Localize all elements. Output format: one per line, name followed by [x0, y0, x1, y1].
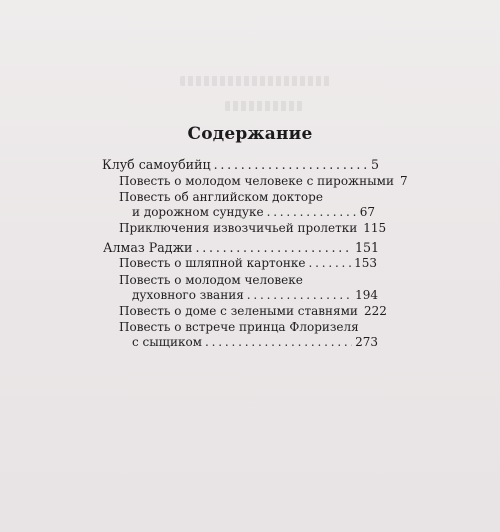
page-title: Содержание — [187, 124, 313, 144]
toc-entry-title: Повесть об английском докторе — [119, 190, 323, 204]
toc-entry-title-cont: и дорожном сундуке — [132, 205, 264, 219]
toc-entry-section — [102, 157, 379, 172]
toc-entry-page: 67 — [359, 205, 375, 219]
toc-entry — [119, 304, 387, 319]
toc-entry-title: Повесть о шляпной картонке — [119, 256, 306, 270]
toc-entry-title: Клуб самоубийц — [102, 157, 211, 172]
toc-entry-title: Повесть о встрече принца Флоризеля — [119, 320, 359, 334]
toc-entry — [132, 288, 378, 303]
toc-entry-title: Алмаз Раджи — [103, 240, 193, 255]
toc-entry-title: Повесть о молодом человеке — [119, 273, 303, 287]
toc-entry-page: 115 — [363, 221, 387, 235]
toc-entry — [119, 256, 377, 271]
toc-entry-title: Приключения извозчичьей пролетки — [119, 221, 358, 235]
toc-entry-title-cont: с сыщиком — [132, 335, 203, 349]
toc-entry-title: Повесть о молодом человеке с пирожными — [119, 174, 394, 188]
toc-entry-page: 5 — [370, 157, 379, 172]
dot-leader — [214, 157, 368, 172]
dot-leader — [195, 240, 352, 255]
dot-leader — [267, 205, 357, 220]
toc-entry — [119, 221, 387, 236]
dot-leader — [205, 335, 352, 350]
dot-leader — [247, 288, 352, 303]
toc-entry — [132, 205, 375, 220]
toc-entry-page: 153 — [354, 256, 377, 270]
toc-entry-title-cont: духовного звания — [132, 288, 244, 302]
toc-entry-page: 194 — [355, 288, 378, 302]
toc-entry — [119, 174, 408, 189]
dot-leader — [308, 256, 351, 271]
toc-entry-page: 7 — [399, 174, 408, 188]
toc-entry-title: Повесть о доме с зелеными ставнями — [119, 304, 358, 318]
toc-entry-page: 222 — [363, 304, 387, 318]
toc-entry-page: 273 — [355, 335, 378, 349]
toc-entry — [132, 335, 378, 350]
toc-entry-page: 151 — [354, 240, 379, 255]
toc-entry-section — [103, 240, 379, 255]
